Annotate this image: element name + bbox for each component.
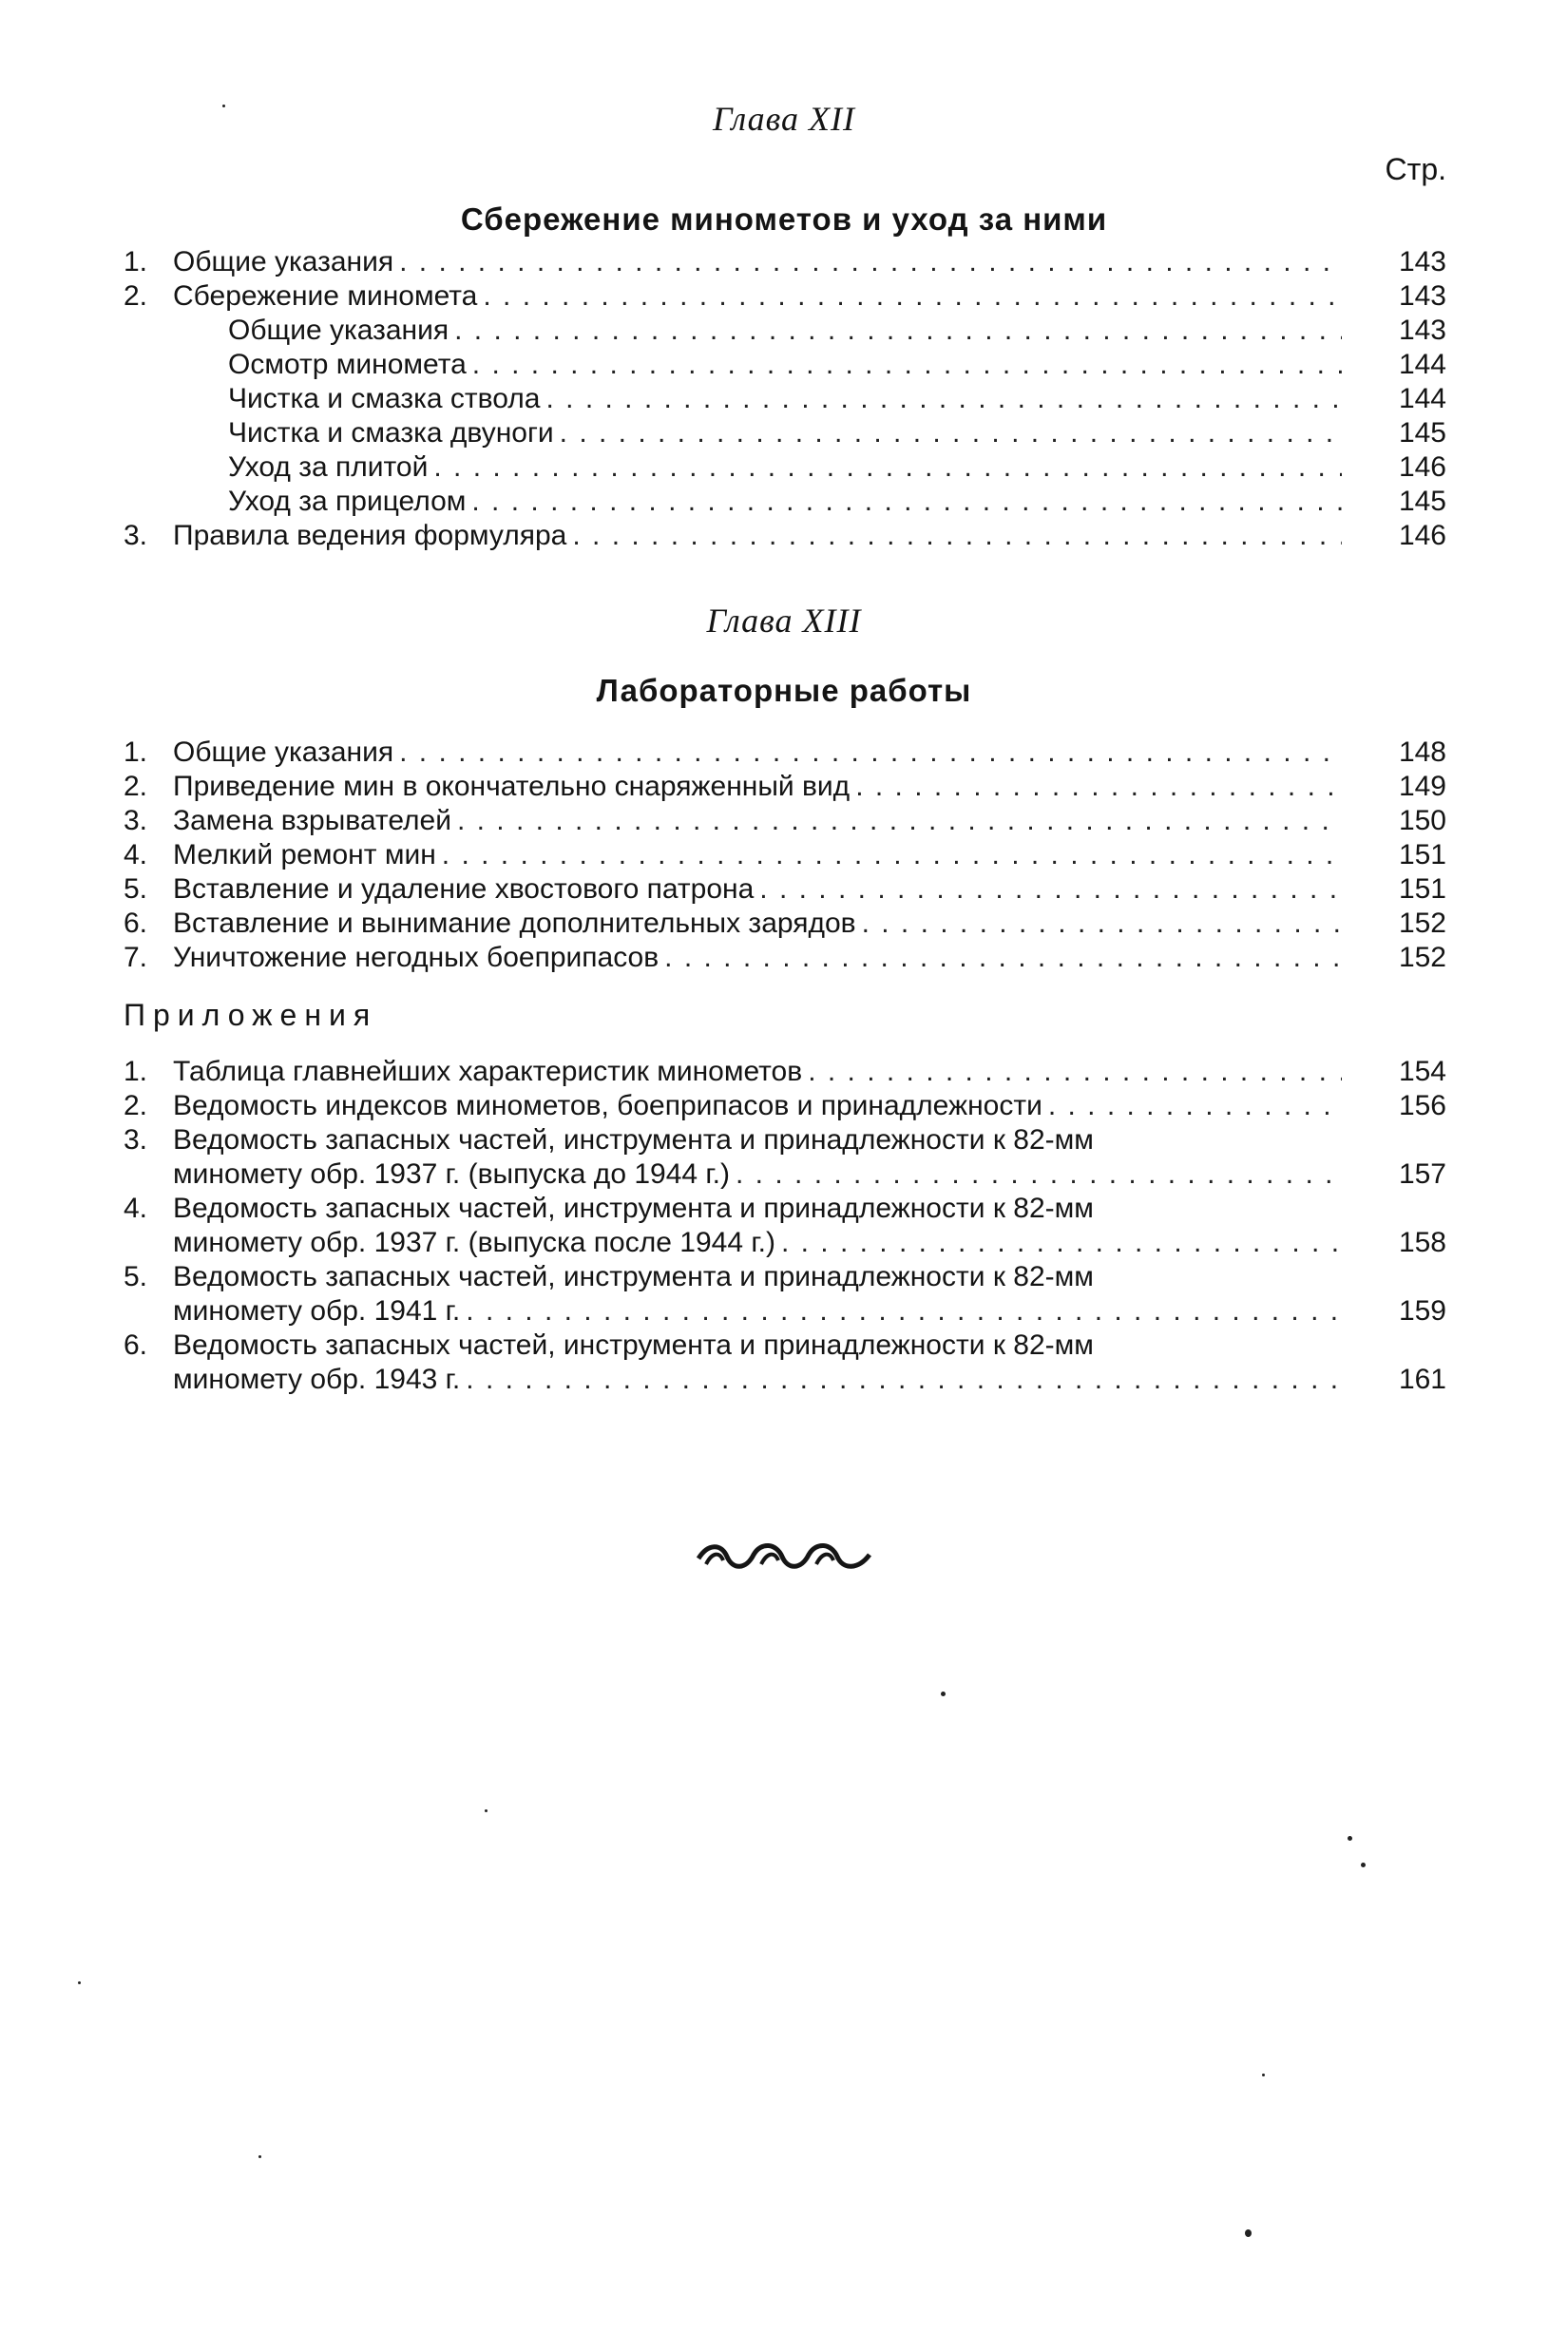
toc-item bbox=[124, 838, 1446, 872]
toc-entry-title: Общие указания bbox=[173, 736, 394, 768]
dot-leader bbox=[466, 1363, 1342, 1397]
toc-entry bbox=[124, 1089, 1446, 1123]
toc-entry-page: 157 bbox=[1398, 1158, 1446, 1190]
toc-entry bbox=[124, 382, 1446, 416]
dot-leader bbox=[664, 941, 1342, 975]
dot-leader bbox=[471, 485, 1342, 519]
toc-entry bbox=[124, 519, 1446, 553]
toc-item bbox=[124, 736, 1446, 770]
dot-leader bbox=[736, 1157, 1342, 1192]
toc-entry-page: 159 bbox=[1398, 1295, 1446, 1327]
toc-entry-title: миномету обр. 1937 г. (выпуска после 1944 г.) bbox=[173, 1227, 775, 1258]
toc-item bbox=[124, 1055, 1446, 1089]
print-speck bbox=[1361, 1863, 1366, 1867]
toc-item bbox=[124, 770, 1446, 804]
toc-item bbox=[124, 872, 1446, 907]
toc-entry-title-text: Ведомость запасных частей, инструмента и принадлежности к 82-мм bbox=[173, 1329, 1094, 1361]
toc-entry bbox=[124, 770, 1446, 804]
toc-entry-number: 5. bbox=[124, 1261, 148, 1292]
toc-entry bbox=[124, 416, 1446, 450]
appendices-toc bbox=[124, 1055, 1446, 1397]
print-speck bbox=[78, 1981, 81, 1984]
chapter-12-label: Глава XII bbox=[712, 100, 856, 138]
toc-entry bbox=[124, 804, 1446, 838]
print-speck bbox=[222, 105, 225, 107]
print-speck bbox=[485, 1809, 488, 1812]
toc-item bbox=[124, 279, 1446, 314]
toc-entry-page: 145 bbox=[1398, 486, 1446, 517]
dot-leader bbox=[759, 872, 1342, 907]
toc-entry-title-line1 bbox=[124, 1329, 1446, 1363]
toc-entry-title: Общие указания bbox=[173, 246, 394, 277]
toc-entry bbox=[124, 485, 1446, 519]
toc-item bbox=[124, 519, 1446, 553]
dot-leader bbox=[457, 804, 1342, 838]
toc-entry-page: 152 bbox=[1398, 908, 1446, 939]
toc-item bbox=[124, 416, 1446, 450]
toc-entry-title: Ведомость индексов минометов, боеприпасов и принадлежности bbox=[173, 1090, 1042, 1121]
toc-entry-page: 149 bbox=[1398, 771, 1446, 802]
chapter-12-heading: Сбережение минометов и уход за ними bbox=[460, 201, 1108, 237]
toc-entry bbox=[124, 838, 1446, 872]
dot-leader bbox=[1048, 1089, 1342, 1123]
toc-entry-title: Правила ведения формуляра bbox=[173, 520, 567, 551]
toc-entry bbox=[124, 450, 1446, 485]
toc-entry-number: 2. bbox=[124, 1090, 148, 1121]
print-speck bbox=[1245, 2229, 1252, 2237]
toc-entry-page: 154 bbox=[1398, 1056, 1446, 1087]
toc-entry-number: 2. bbox=[124, 771, 148, 802]
dot-leader bbox=[399, 736, 1342, 770]
toc-entry-number: 1. bbox=[124, 1056, 148, 1087]
toc-entry-title: Осмотр миномета bbox=[228, 349, 467, 380]
toc-entry bbox=[124, 245, 1446, 279]
print-speck bbox=[941, 1692, 946, 1696]
dot-leader bbox=[572, 519, 1342, 553]
chapter-12-toc bbox=[124, 245, 1446, 553]
toc-item bbox=[124, 485, 1446, 519]
toc-entry-title: Уничтожение негодных боеприпасов bbox=[173, 942, 660, 973]
toc-entry-title: Замена взрывателей bbox=[173, 805, 451, 836]
toc-entry-title: Уход за плитой bbox=[228, 451, 429, 483]
page-column-label: Стр. bbox=[1385, 152, 1446, 186]
toc-entry-title-text: Ведомость запасных частей, инструмента и принадлежности к 82-мм bbox=[173, 1124, 1094, 1156]
toc-entry-title: Чистка и смазка двуноги bbox=[228, 417, 554, 449]
toc-entry-title: Уход за прицелом bbox=[228, 486, 467, 517]
toc-entry-page: 151 bbox=[1398, 839, 1446, 870]
print-speck bbox=[1262, 2074, 1265, 2076]
toc-item bbox=[124, 450, 1446, 485]
dot-leader bbox=[560, 416, 1342, 450]
toc-entry-title: Вставление и удаление хвостового патрона bbox=[173, 873, 755, 905]
toc-entry-number: 6. bbox=[124, 1329, 148, 1361]
toc-item bbox=[124, 314, 1446, 348]
toc-entry-title: миномету обр. 1941 г. bbox=[173, 1295, 461, 1327]
toc-item bbox=[124, 1123, 1446, 1192]
toc-item bbox=[124, 804, 1446, 838]
toc-entry-title: Таблица главнейших характеристик минометов bbox=[173, 1056, 803, 1087]
toc-item bbox=[124, 382, 1446, 416]
dot-leader bbox=[442, 838, 1342, 872]
dot-leader bbox=[466, 1294, 1342, 1329]
toc-entry bbox=[124, 1055, 1446, 1089]
dot-leader bbox=[483, 279, 1342, 314]
toc-entry-page: 151 bbox=[1398, 873, 1446, 905]
print-speck bbox=[258, 2155, 261, 2158]
toc-item bbox=[124, 1192, 1446, 1260]
toc-entry-title: Чистка и смазка ствола bbox=[228, 383, 541, 414]
toc-entry-page: 152 bbox=[1398, 942, 1446, 973]
toc-entry-page: 144 bbox=[1398, 349, 1446, 380]
toc-entry-page: 145 bbox=[1398, 417, 1446, 449]
toc-entry-title-line1 bbox=[124, 1192, 1446, 1226]
toc-entry bbox=[124, 941, 1446, 975]
toc-item bbox=[124, 1260, 1446, 1329]
toc-entry bbox=[124, 736, 1446, 770]
toc-entry-page: 143 bbox=[1398, 246, 1446, 277]
appendices-label: Приложения bbox=[124, 998, 378, 1032]
toc-entry-title: Мелкий ремонт мин bbox=[173, 839, 436, 870]
toc-entry bbox=[124, 348, 1446, 382]
dot-leader bbox=[781, 1226, 1342, 1260]
ornament-divider bbox=[0, 1538, 1568, 1585]
chapter-13-toc bbox=[124, 736, 1446, 975]
dot-leader bbox=[433, 450, 1342, 485]
dot-leader bbox=[808, 1055, 1342, 1089]
toc-entry-number: 1. bbox=[124, 736, 148, 768]
toc-entry-number: 7. bbox=[124, 942, 148, 973]
toc-entry-number: 1. bbox=[124, 246, 148, 277]
toc-entry-title: миномету обр. 1943 г. bbox=[173, 1364, 461, 1395]
toc-entry-number: 6. bbox=[124, 908, 148, 939]
toc-entry-page: 143 bbox=[1398, 280, 1446, 312]
toc-entry-number: 3. bbox=[124, 520, 148, 551]
toc-entry-title-text: Ведомость запасных частей, инструмента и принадлежности к 82-мм bbox=[173, 1193, 1094, 1224]
dot-leader bbox=[399, 245, 1342, 279]
toc-entry bbox=[124, 279, 1446, 314]
toc-entry-title-line1 bbox=[124, 1123, 1446, 1157]
toc-entry-page: 148 bbox=[1398, 736, 1446, 768]
toc-entry bbox=[124, 1363, 1446, 1397]
toc-entry-number: 5. bbox=[124, 873, 148, 905]
toc-item bbox=[124, 941, 1446, 975]
chapter-13-label: Глава XIII bbox=[706, 602, 862, 640]
dot-leader bbox=[862, 907, 1342, 941]
toc-entry-page: 143 bbox=[1398, 315, 1446, 346]
toc-entry-number: 4. bbox=[124, 1193, 148, 1224]
dot-leader bbox=[472, 348, 1342, 382]
chapter-13-heading: Лабораторные работы bbox=[596, 673, 972, 708]
toc-entry bbox=[124, 314, 1446, 348]
toc-item bbox=[124, 1329, 1446, 1397]
toc-entry-title-line1 bbox=[124, 1260, 1446, 1294]
print-speck bbox=[1348, 1836, 1352, 1841]
toc-entry-title-text: Ведомость запасных частей, инструмента и принадлежности к 82-мм bbox=[173, 1261, 1094, 1292]
toc-entry-page: 158 bbox=[1398, 1227, 1446, 1258]
dot-leader bbox=[855, 770, 1342, 804]
toc-entry-title: миномету обр. 1937 г. (выпуска до 1944 г.) bbox=[173, 1158, 731, 1190]
wave-ornament-icon bbox=[689, 1538, 879, 1576]
toc-entry-page: 156 bbox=[1398, 1090, 1446, 1121]
toc-entry-page: 146 bbox=[1398, 520, 1446, 551]
toc-entry bbox=[124, 872, 1446, 907]
toc-item bbox=[124, 348, 1446, 382]
toc-item bbox=[124, 907, 1446, 941]
toc-entry bbox=[124, 1226, 1446, 1260]
toc-entry-page: 144 bbox=[1398, 383, 1446, 414]
toc-entry-page: 146 bbox=[1398, 451, 1446, 483]
dot-leader bbox=[454, 314, 1342, 348]
dot-leader bbox=[545, 382, 1342, 416]
toc-entry-page: 150 bbox=[1398, 805, 1446, 836]
toc-entry-number: 2. bbox=[124, 280, 148, 312]
toc-entry bbox=[124, 1157, 1446, 1192]
toc-entry-title: Вставление и вынимание дополнительных зарядов bbox=[173, 908, 856, 939]
toc-entry-page: 161 bbox=[1398, 1364, 1446, 1395]
toc-item bbox=[124, 1089, 1446, 1123]
toc-entry-number: 3. bbox=[124, 805, 148, 836]
toc-entry-number: 4. bbox=[124, 839, 148, 870]
toc-entry-title: Приведение мин в окончательно снаряженный вид bbox=[173, 771, 851, 802]
toc-entry-title: Общие указания bbox=[228, 315, 449, 346]
toc-entry-number: 3. bbox=[124, 1124, 148, 1156]
toc-entry-title: Сбережение миномета bbox=[173, 280, 478, 312]
toc-item bbox=[124, 245, 1446, 279]
toc-entry bbox=[124, 1294, 1446, 1329]
toc-entry bbox=[124, 907, 1446, 941]
